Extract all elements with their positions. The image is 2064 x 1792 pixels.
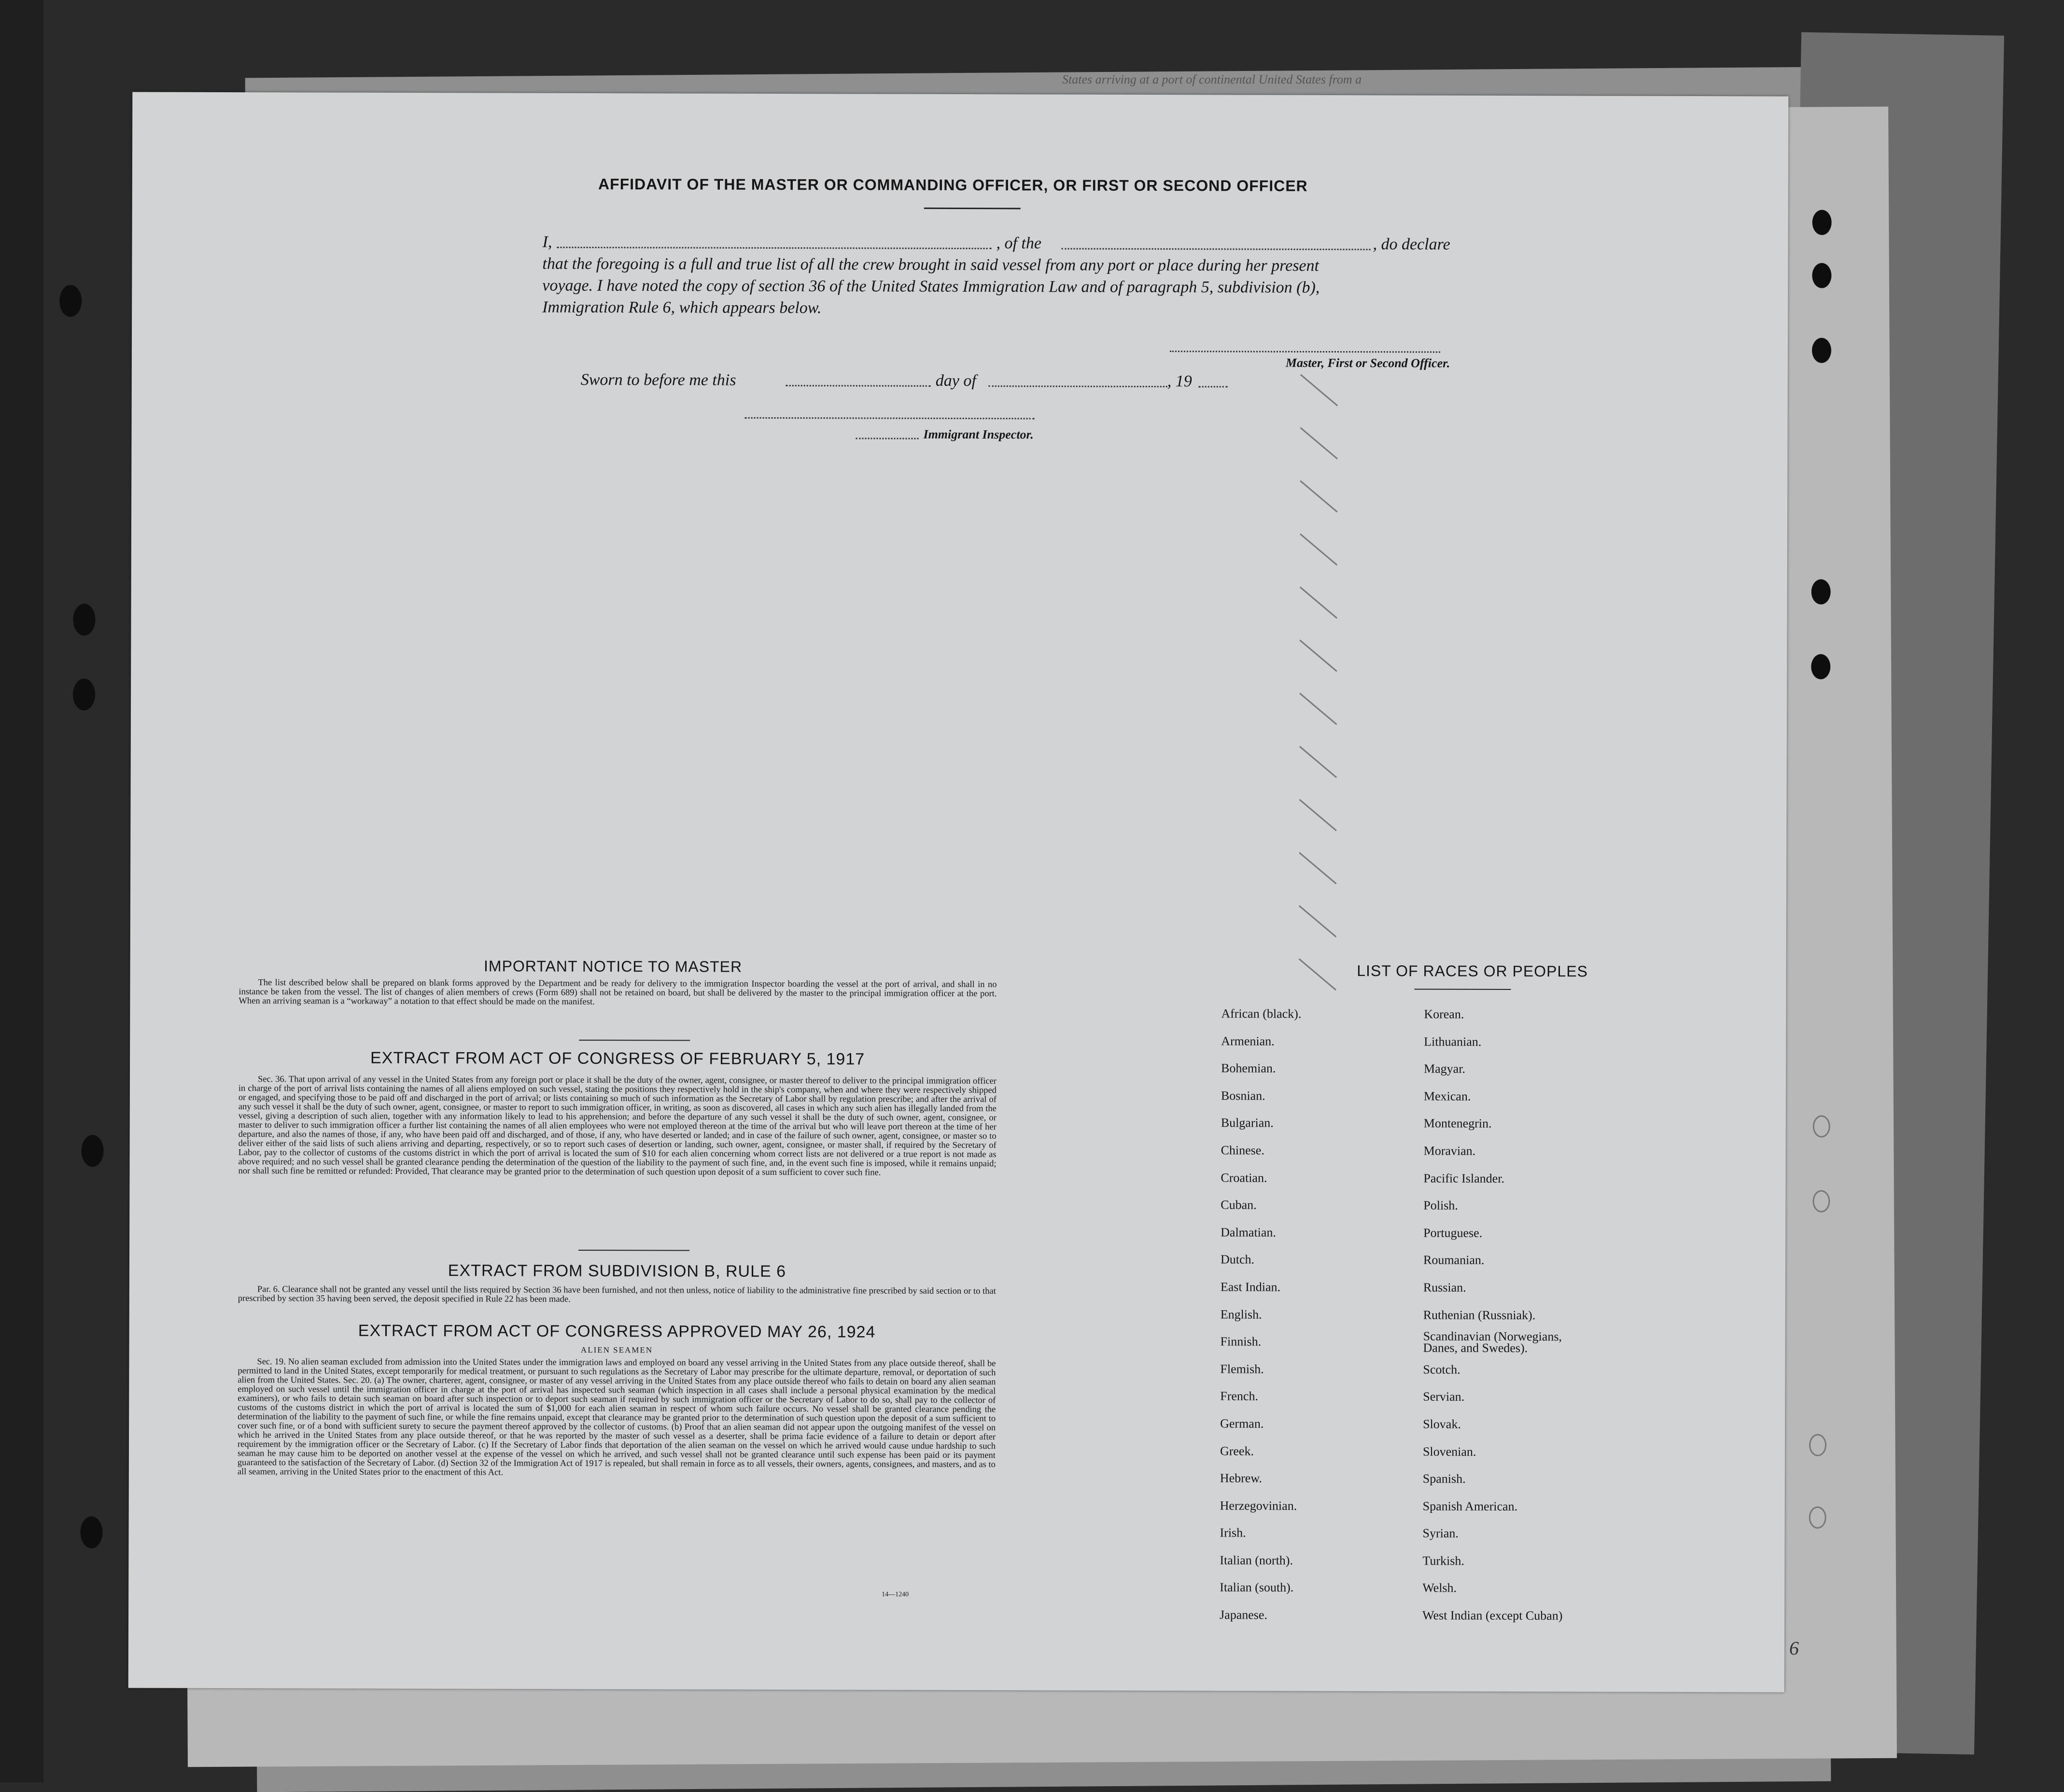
race-item: German. xyxy=(1220,1416,1264,1431)
pencil-tick-mark xyxy=(1300,427,1338,460)
race-item: Russian. xyxy=(1423,1280,1466,1295)
race-item: Syrian. xyxy=(1422,1526,1459,1540)
race-item: African (black). xyxy=(1221,1006,1302,1021)
signature-label: Master, First or Second Officer. xyxy=(1285,355,1450,370)
pencil-tick-mark xyxy=(1299,640,1337,672)
race-item: Spanish. xyxy=(1422,1471,1466,1486)
race-item: Portuguese. xyxy=(1423,1226,1483,1240)
inspector-prefix-dots xyxy=(856,437,918,439)
punch-hole xyxy=(82,1135,104,1167)
race-item: Magyar. xyxy=(1424,1061,1466,1076)
races-title: LIST OF RACES OR PEOPLES xyxy=(1357,962,1588,980)
punch-hole xyxy=(1812,210,1832,235)
race-item: Irish. xyxy=(1220,1525,1246,1540)
extract-1924-title: EXTRACT FROM ACT OF CONGRESS APPROVED MAY 26, 1924 xyxy=(358,1321,876,1341)
pencil-tick-mark xyxy=(1299,905,1336,938)
race-item: Welsh. xyxy=(1422,1580,1457,1595)
race-item: Greek. xyxy=(1220,1443,1254,1458)
pencil-tick-mark xyxy=(1300,480,1337,513)
race-item: Montenegrin. xyxy=(1423,1116,1492,1131)
race-item: Moravian. xyxy=(1423,1143,1476,1158)
race-item: Italian (north). xyxy=(1220,1553,1293,1567)
pencil-tick-mark xyxy=(1299,693,1337,725)
affidavit-do-declare: , do declare xyxy=(1373,235,1450,254)
pencil-tick-mark xyxy=(1300,587,1337,619)
punch-hole xyxy=(59,285,82,317)
background-sheet-header: States arriving at a port of continental United States from a xyxy=(1062,72,1362,86)
affidavit-line-2: that the foregoing is a full and true list of all the crew brought in said vessel from any port or place during her present xyxy=(542,254,1320,275)
inspector-label: Immigrant Inspector. xyxy=(923,427,1034,442)
race-item: Mexican. xyxy=(1423,1089,1471,1103)
section-rule xyxy=(579,1040,690,1041)
pencil-tick-mark xyxy=(1300,534,1337,566)
inspector-signature-field xyxy=(745,417,1035,420)
notice-title: IMPORTANT NOTICE TO MASTER xyxy=(484,957,743,975)
vessel-name-field xyxy=(1061,248,1370,251)
races-column-2 xyxy=(1422,1001,1675,1630)
race-item: Japanese. xyxy=(1220,1608,1268,1622)
race-item: Ruthenian (Russniak). xyxy=(1423,1308,1536,1322)
races-column-1 xyxy=(1220,1000,1424,1629)
punch-hole xyxy=(73,678,95,710)
affidavit-line-4: Immigration Rule 6, which appears below. xyxy=(542,298,822,317)
binder-edge xyxy=(0,0,43,1782)
race-item: Pacific Islander. xyxy=(1423,1171,1504,1185)
race-item: Dutch. xyxy=(1220,1252,1255,1267)
extract-1917-text: Sec. 36. That upon arrival of any vessel in the United States from any foreign port or place it shall be the duty of the owner, agent, consignee, or master thereof to deliver to the principal immigration officer in charge of the port of arrival lists containing the names of all aliens employed on such vessel, stating the positions they respectively hold in the ship's company, when and where they were respectively shipped or engaged, and specifying those to be paid off and discharged in the port of arrival; or lists containing so much of such information as the Secretary of Labor shall by regulation prescribe; and after the arrival of any such vessel it shall be the duty of such owner, agent, consignee, or master to report to such immigration officer, in writing, as soon as discovered, all cases in which any such alien has illegally landed from the vessel, giving a description of such alien, together with any information likely to lead to his apprehension; and before the departure of any such vessel it shall be the duty of such owner, agent, consignee, or master to deliver to such immigration officer a further list containing the names of all alien employees who were not employed thereon at the time of the arrival but who will leave port thereon at the time of her departure, and also the names of those, if any, who have been paid off and discharged, and of those, if any, who have deserted or landed; and in case of the failure of such owner, agent, consignee, or master so to deliver either of the said lists of such aliens arriving and departing, respectively, or so to report such cases of desertion or landing, such owner, agent, consignee, or master shall, if required by the Secretary of Labor, pay to the collector of customs of the customs district in which the port of arrival is located the sum of $10 for each alien concerning whom correct lists are not delivered or a true report is not made as above required; and no such vessel shall be granted clearance pending the determination of the question of the liability to the payment of such fine, and, in the event such fine is imposed, while it remains unpaid; nor shall such fine be remitted or refunded: Provided, That clearance may be granted prior to the determination of such question upon deposit of a sum sufficient to cover such fine. xyxy=(238,1074,997,1178)
punch-hole xyxy=(1811,579,1831,605)
punch-hole xyxy=(1812,263,1831,288)
race-item: Bosnian. xyxy=(1221,1088,1265,1103)
master-name-field xyxy=(557,247,991,249)
race-item: Servian. xyxy=(1423,1389,1465,1404)
punch-hole xyxy=(1809,1507,1826,1529)
form-number: 14—1240 xyxy=(882,1591,909,1598)
punch-hole xyxy=(73,604,95,635)
race-item: East Indian. xyxy=(1220,1280,1281,1294)
sworn-month-field xyxy=(989,385,1167,387)
race-item: Italian (south). xyxy=(1220,1580,1294,1595)
races-title-rule xyxy=(1414,988,1511,990)
affidavit-title: AFFIDAVIT OF THE MASTER OR COMMANDING OFFICER, OR FIRST OR SECOND OFFICER xyxy=(598,175,1308,195)
race-item: French. xyxy=(1220,1389,1259,1403)
title-rule xyxy=(924,208,1021,210)
pencil-tick-mark xyxy=(1299,852,1336,885)
race-item: Bohemian. xyxy=(1221,1061,1276,1075)
punch-hole xyxy=(1811,654,1830,679)
race-item: Herzegovinian. xyxy=(1220,1498,1297,1513)
pencil-tick-mark xyxy=(1299,746,1337,778)
affidavit-line-3: voyage. I have noted the copy of section 36 of the United States Immigration Law and of paragraph 5, subdivision (b), xyxy=(542,276,1320,296)
punch-hole xyxy=(1812,1190,1830,1213)
race-item: Polish. xyxy=(1423,1198,1458,1213)
race-item: Slovak. xyxy=(1423,1417,1461,1431)
race-item: Slovenian. xyxy=(1422,1444,1476,1459)
race-item: West Indian (except Cuban) xyxy=(1422,1608,1563,1623)
sworn-year-field xyxy=(1199,386,1228,387)
sworn-day-field xyxy=(786,385,931,387)
year-prefix: , 19 xyxy=(1167,372,1192,391)
extract-rule6-text: Par. 6. Clearance shall not be granted any vessel until the lists required by Section 36 have been furnished, and not then unless, notice of liability to the administrative fine prescribed by said section or to that prescribed by section 35 having been served, the deposit specified in Rule 22 has been made. xyxy=(238,1284,996,1304)
race-item: Bulgarian. xyxy=(1221,1115,1274,1130)
race-item: Flemish. xyxy=(1220,1362,1264,1376)
race-item: Hebrew. xyxy=(1220,1471,1262,1485)
race-item: Croatian. xyxy=(1221,1170,1267,1185)
pencil-tick-mark xyxy=(1300,374,1338,407)
notice-text: The list described below shall be prepared on blank forms approved by the Department and be ready for delivery to the immigration Inspector boarding the vessel at the port of arrival, and shall in no instance be taken from the vessel. The list of changes of alien members of crews (Form 689) shall not be retained on board, but shall be delivered by the master to the principal immigration officer at the port. When an arriving seaman is a “workaway” a notation to that effect should be made on the manifest. xyxy=(239,978,997,1007)
race-item: Armenian. xyxy=(1221,1034,1275,1048)
race-item: Spanish American. xyxy=(1422,1499,1518,1513)
race-item: Roumanian. xyxy=(1423,1253,1485,1268)
punch-hole xyxy=(1813,1115,1830,1138)
race-item: Chinese. xyxy=(1221,1143,1264,1157)
race-item: Scandinavian (Norwegians, Danes, and Swedes). xyxy=(1423,1329,1562,1355)
pencil-tick-mark xyxy=(1299,799,1337,832)
race-item: Korean. xyxy=(1424,1007,1464,1021)
affidavit-line-1-start: I, xyxy=(542,233,552,251)
affidavit-of-the: , of the xyxy=(996,234,1042,253)
handwritten-page-mark: 6 xyxy=(1789,1637,1799,1659)
extract-rule6-title: EXTRACT FROM SUBDIVISION B, RULE 6 xyxy=(448,1261,786,1281)
manifest-page xyxy=(128,92,1799,1693)
race-item: English. xyxy=(1220,1307,1262,1322)
punch-hole xyxy=(1812,338,1831,363)
race-item: Dalmatian. xyxy=(1221,1225,1276,1240)
race-item: Turkish. xyxy=(1422,1553,1464,1568)
race-item: Finnish. xyxy=(1220,1334,1262,1349)
extract-1917-title: EXTRACT FROM ACT OF CONGRESS OF FEBRUARY 5, 1917 xyxy=(370,1048,865,1069)
race-item: Lithuanian. xyxy=(1424,1034,1482,1049)
punch-hole xyxy=(1809,1434,1826,1456)
alien-seamen-subtitle: ALIEN SEAMEN xyxy=(580,1345,653,1355)
punch-hole xyxy=(80,1516,102,1548)
signature-field xyxy=(1170,351,1440,353)
day-of-text: day of xyxy=(935,371,976,390)
sworn-text: Sworn to before me this xyxy=(580,370,736,389)
race-item: Scotch. xyxy=(1423,1362,1460,1377)
extract-1924-text: Sec. 19. No alien seaman excluded from admission into the United States under the immigration laws and employed on board any vessel arriving in the United States from any place outside thereof, shall be permitted to land in the United States, except temporarily for medical treatment, or pursuant to such regulations as the Secretary of Labor may prescribe for the ultimate departure, removal, or deportation of such alien from the United States. Sec. 20. (a) The owner, charterer, agent, consignee, or master of any vessel arriving in the United States from any place outside thereof who fails to detain on board any alien seaman employed on such vessel until the immigration officer in charge at the port of arrival has inspected such seaman (which inspection in all cases shall include a personal physical examination by the medical examiners), or who fails to detain such seaman on board after such inspection or to deport such seaman if required by such immigration officer or the Secretary of Labor to do so, shall pay to the collector of customs of the customs district in which the port of arrival is located the sum of $1,000 for each alien seaman in respect of whom such failure occurs. No vessel shall be granted clearance pending the determination of the liability to the payment of such fine, or while the fine remains unpaid, except that clearance may be granted prior to the determination of such question upon the deposit of a sum sufficient to cover such fine, or of a bond with sufficient surety to secure the payment thereof approved by the collector of customs. (b) Proof that an alien seaman did not appear upon the outgoing manifest of the vessel on which he arrived in the United States from any place outside thereof, or that he was reported by the master of such vessel as a deserter, shall be prima facie evidence of a failure to detain or deport after requirement by the immigration officer or the Secretary of Labor. (c) If the Secretary of Labor finds that deportation of the alien seaman on the vessel on which he arrived would cause undue hardship to such seaman he may cause him to be deported on another vessel at the expense of the vessel on which he arrived, and such vessel shall not be granted clearance until such expense has been paid or its payment guaranteed to the satisfaction of the Secretary of Labor. (d) Section 32 of the Immigration Act of 1917 is repealed, but shall remain in force as to all vessels, their owners, agents, consignees, and masters, and as to all seamen, arriving in the United States prior to the enactment of this Act. xyxy=(237,1357,996,1478)
race-item: Cuban. xyxy=(1221,1198,1257,1212)
section-rule xyxy=(578,1250,689,1251)
